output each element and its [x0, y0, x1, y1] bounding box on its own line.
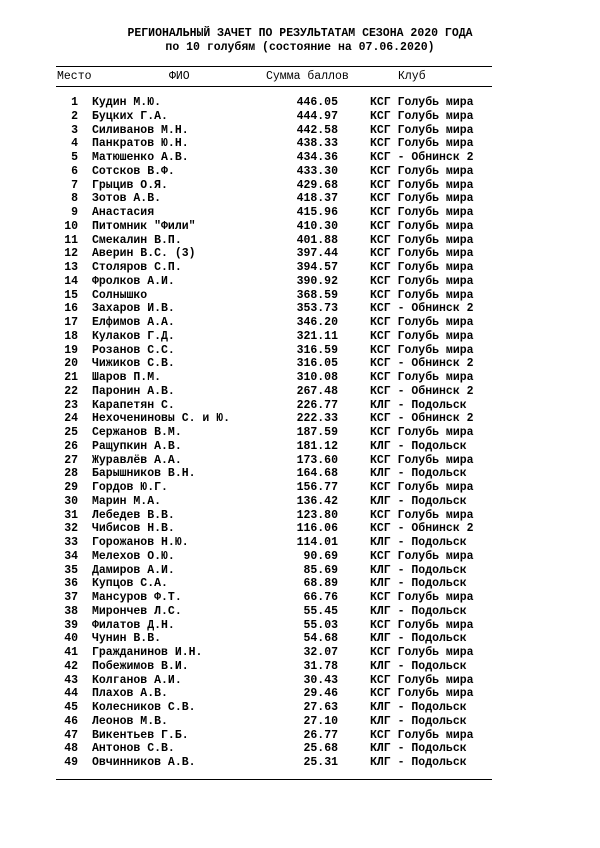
- table-row: [0, 646, 600, 660]
- row-place: 33: [64, 536, 78, 549]
- table-row: [0, 247, 600, 261]
- row-club: КСГ Голубь мира: [370, 137, 474, 151]
- row-sum: 30.43: [303, 673, 338, 687]
- row-club: КСГ Голубь мира: [370, 233, 474, 247]
- row-name: Викентьев Г.Б.: [92, 728, 189, 742]
- row-sum: 415.96: [296, 206, 338, 219]
- table-row: [0, 536, 600, 550]
- row-sum: 27.10: [303, 714, 338, 728]
- row-name: Зотов А.В.: [92, 192, 162, 206]
- row-place: 32: [64, 522, 78, 536]
- table-row: [0, 96, 600, 110]
- table-row: [0, 509, 600, 523]
- row-club: КСГ - Обнинск 2: [370, 412, 474, 426]
- row-sum: 66.76: [303, 591, 338, 604]
- row-place: 2: [71, 109, 78, 123]
- row-place: 29: [64, 481, 78, 494]
- table-row: [0, 137, 600, 151]
- row-club: КСГ Голубь мира: [370, 316, 474, 329]
- row-sum: 55.03: [303, 618, 338, 632]
- row-place: 1: [71, 96, 78, 109]
- row-name: Солнышко: [92, 288, 148, 302]
- row-club: КЛГ - Подольск: [370, 563, 467, 577]
- row-club: КСГ - Обнинск 2: [370, 151, 474, 164]
- row-place: 9: [71, 206, 78, 219]
- table-row: [0, 454, 600, 468]
- row-name: Панкратов Ю.Н.: [92, 137, 189, 151]
- row-place: 22: [64, 384, 78, 398]
- row-club: КЛГ - Подольск: [370, 742, 467, 756]
- row-place: 16: [64, 302, 78, 316]
- row-name: Матюшенко А.В.: [92, 151, 189, 164]
- table-row: [0, 495, 600, 509]
- row-name: Анастасия: [92, 206, 155, 219]
- row-sum: 54.68: [303, 632, 338, 646]
- table-header-rule: [56, 86, 492, 87]
- row-club: КСГ Голубь мира: [370, 96, 474, 109]
- row-place: 18: [64, 329, 78, 343]
- row-sum: 316.59: [296, 343, 338, 357]
- table-row: [0, 550, 600, 564]
- table-row: [0, 316, 600, 330]
- column-header-name: ФИО: [169, 70, 190, 83]
- table-row: [0, 674, 600, 688]
- row-sum: 187.59: [296, 426, 338, 439]
- row-sum: 114.01: [296, 536, 338, 549]
- document-subtitle: по 10 голубям (состояние на 07.06.2020): [165, 41, 435, 54]
- row-sum: 433.30: [296, 164, 338, 178]
- table-row: [0, 289, 600, 303]
- row-name: Ращупкин А.В.: [92, 439, 182, 453]
- row-place: 44: [64, 687, 78, 701]
- row-sum: 390.92: [296, 274, 338, 288]
- row-club: КСГ Голубь мира: [370, 192, 474, 206]
- row-name: Мансуров Ф.Т.: [92, 591, 182, 604]
- row-name: Сотсков В.Ф.: [92, 164, 175, 178]
- row-club: КСГ - Обнинск 2: [370, 357, 474, 371]
- row-club: КСГ Голубь мира: [370, 371, 474, 384]
- row-place: 20: [64, 357, 78, 371]
- table-row: [0, 165, 600, 179]
- row-club: КСГ Голубь мира: [370, 219, 474, 233]
- row-club: КЛГ - Подольск: [370, 577, 467, 591]
- row-place: 46: [64, 714, 78, 728]
- table-row: [0, 426, 600, 440]
- row-club: КСГ Голубь мира: [370, 728, 474, 742]
- row-place: 23: [64, 398, 78, 412]
- row-sum: 156.77: [296, 481, 338, 494]
- row-sum: 55.45: [303, 604, 338, 618]
- table-row: [0, 371, 600, 385]
- row-name: Елфимов А.А.: [92, 316, 175, 329]
- row-sum: 25.31: [303, 756, 338, 769]
- row-place: 35: [64, 563, 78, 577]
- row-place: 41: [64, 646, 78, 659]
- row-name: Филатов Д.Н.: [92, 618, 175, 632]
- row-club: КСГ Голубь мира: [370, 618, 474, 632]
- row-place: 34: [64, 549, 78, 563]
- row-sum: 222.33: [296, 412, 338, 426]
- row-name: Гражданинов И.Н.: [92, 646, 203, 659]
- table-row: [0, 110, 600, 124]
- row-place: 5: [71, 151, 78, 164]
- row-name: Чунин В.В.: [92, 632, 162, 646]
- row-place: 26: [64, 439, 78, 453]
- row-club: КСГ Голубь мира: [370, 247, 474, 261]
- row-name: Грыцив О.Я.: [92, 178, 168, 192]
- table-row: [0, 344, 600, 358]
- row-place: 43: [64, 673, 78, 687]
- row-place: 13: [64, 261, 78, 274]
- row-place: 45: [64, 701, 78, 714]
- row-club: КЛГ - Подольск: [370, 467, 467, 481]
- row-sum: 26.77: [303, 728, 338, 742]
- table-top-rule: [56, 66, 492, 67]
- table-row: [0, 715, 600, 729]
- row-club: КЛГ - Подольск: [370, 659, 467, 673]
- row-place: 37: [64, 591, 78, 604]
- row-club: КСГ Голубь мира: [370, 673, 474, 687]
- table-row: [0, 124, 600, 138]
- table-row: [0, 234, 600, 248]
- row-place: 49: [64, 756, 78, 769]
- row-sum: 173.60: [296, 453, 338, 467]
- row-place: 14: [64, 274, 78, 288]
- row-name: Колганов А.И.: [92, 673, 182, 687]
- row-name: Журавлёв А.А.: [92, 453, 182, 467]
- row-club: КЛГ - Подольск: [370, 701, 467, 714]
- row-sum: 394.57: [296, 261, 338, 274]
- table-row: [0, 440, 600, 454]
- row-name: Сержанов В.М.: [92, 426, 182, 439]
- row-club: КСГ - Обнинск 2: [370, 522, 474, 536]
- row-place: 36: [64, 577, 78, 591]
- row-name: Смекалин В.П.: [92, 233, 182, 247]
- row-sum: 444.97: [296, 109, 338, 123]
- row-club: КСГ Голубь мира: [370, 206, 474, 219]
- table-row: [0, 729, 600, 743]
- row-place: 27: [64, 453, 78, 467]
- row-sum: 446.05: [296, 96, 338, 109]
- row-club: КСГ Голубь мира: [370, 178, 474, 192]
- row-place: 42: [64, 659, 78, 673]
- row-club: КСГ Голубь мира: [370, 453, 474, 467]
- table-row: [0, 220, 600, 234]
- row-place: 31: [64, 508, 78, 522]
- row-place: 15: [64, 288, 78, 302]
- table-row: [0, 619, 600, 633]
- row-club: КЛГ - Подольск: [370, 632, 467, 646]
- row-sum: 116.06: [296, 522, 338, 536]
- row-place: 48: [64, 742, 78, 756]
- row-club: КЛГ - Подольск: [370, 604, 467, 618]
- table-row: [0, 385, 600, 399]
- row-name: Чижиков С.В.: [92, 357, 175, 371]
- row-name: Питомник "Фили": [92, 219, 196, 233]
- row-name: Горожанов Н.Ю.: [92, 536, 189, 549]
- row-name: Паронин А.В.: [92, 384, 175, 398]
- row-club: КЛГ - Подольск: [370, 714, 467, 728]
- column-header-club: Клуб: [398, 70, 426, 83]
- row-place: 3: [71, 123, 78, 137]
- row-place: 17: [64, 316, 78, 329]
- row-sum: 123.80: [296, 508, 338, 522]
- row-name: Леонов М.В.: [92, 714, 168, 728]
- row-place: 7: [71, 178, 78, 192]
- row-sum: 438.33: [296, 137, 338, 151]
- row-sum: 429.68: [296, 178, 338, 192]
- table-row: [0, 660, 600, 674]
- row-sum: 442.58: [296, 123, 338, 137]
- row-sum: 418.37: [296, 192, 338, 206]
- row-place: 28: [64, 467, 78, 481]
- table-row: [0, 151, 600, 165]
- row-club: КСГ Голубь мира: [370, 508, 474, 522]
- table-row: [0, 330, 600, 344]
- row-sum: 267.48: [296, 384, 338, 398]
- row-sum: 368.59: [296, 288, 338, 302]
- row-place: 24: [64, 412, 78, 426]
- table-row: [0, 577, 600, 591]
- row-club: КСГ Голубь мира: [370, 426, 474, 439]
- table-row: [0, 412, 600, 426]
- table-bottom-rule: [56, 779, 492, 780]
- row-club: КСГ Голубь мира: [370, 109, 474, 123]
- column-header-sum: Сумма баллов: [266, 70, 349, 83]
- row-name: Купцов С.А.: [92, 577, 168, 591]
- row-sum: 410.30: [296, 219, 338, 233]
- row-name: Силиванов М.Н.: [92, 123, 189, 137]
- table-row: [0, 591, 600, 605]
- row-place: 19: [64, 343, 78, 357]
- row-sum: 27.63: [303, 701, 338, 714]
- table-row: [0, 275, 600, 289]
- row-name: Колесников С.В.: [92, 701, 196, 714]
- row-name: Кудин М.Ю.: [92, 96, 162, 109]
- row-sum: 164.68: [296, 467, 338, 481]
- row-name: Гордов Ю.Г.: [92, 481, 168, 494]
- row-name: Аверин В.С. (3): [92, 247, 196, 261]
- row-sum: 85.69: [303, 563, 338, 577]
- table-row: [0, 357, 600, 371]
- table-row: [0, 261, 600, 275]
- column-header-place: Место: [57, 70, 92, 83]
- row-name: Мелехов О.Ю.: [92, 549, 175, 563]
- row-name: Марин М.А.: [92, 494, 162, 508]
- row-name: Овчинников А.В.: [92, 756, 196, 769]
- row-place: 21: [64, 371, 78, 384]
- table-row: [0, 399, 600, 413]
- row-club: КСГ Голубь мира: [370, 646, 474, 659]
- row-sum: 310.08: [296, 371, 338, 384]
- results-table-body: [0, 96, 600, 770]
- row-name: Плахов А.В.: [92, 687, 168, 701]
- row-club: КСГ Голубь мира: [370, 261, 474, 274]
- row-sum: 31.78: [303, 659, 338, 673]
- row-name: Побежимов В.И.: [92, 659, 189, 673]
- row-place: 39: [64, 618, 78, 632]
- row-club: КСГ Голубь мира: [370, 164, 474, 178]
- row-name: Дамиров А.И.: [92, 563, 175, 577]
- row-place: 12: [64, 247, 78, 261]
- row-club: КСГ - Обнинск 2: [370, 302, 474, 316]
- row-name: Кулаков Г.Д.: [92, 329, 175, 343]
- table-row: [0, 687, 600, 701]
- row-place: 38: [64, 604, 78, 618]
- row-sum: 346.20: [296, 316, 338, 329]
- row-name: Барышников В.Н.: [92, 467, 196, 481]
- table-row: [0, 632, 600, 646]
- row-club: КСГ Голубь мира: [370, 591, 474, 604]
- row-sum: 321.11: [296, 329, 338, 343]
- row-club: КСГ Голубь мира: [370, 274, 474, 288]
- row-name: Розанов С.С.: [92, 343, 175, 357]
- table-row: [0, 564, 600, 578]
- row-club: КЛГ - Подольск: [370, 494, 467, 508]
- table-row: [0, 206, 600, 220]
- row-name: Лебедев В.В.: [92, 508, 175, 522]
- table-row: [0, 481, 600, 495]
- row-place: 6: [71, 164, 78, 178]
- table-row: [0, 756, 600, 770]
- table-row: [0, 192, 600, 206]
- row-club: КСГ Голубь мира: [370, 123, 474, 137]
- row-sum: 401.88: [296, 233, 338, 247]
- row-club: КСГ Голубь мира: [370, 343, 474, 357]
- row-sum: 25.68: [303, 742, 338, 756]
- row-place: 40: [64, 632, 78, 646]
- row-place: 4: [71, 137, 78, 151]
- row-sum: 226.77: [296, 398, 338, 412]
- row-sum: 32.07: [303, 646, 338, 659]
- table-row: [0, 522, 600, 536]
- row-place: 10: [64, 219, 78, 233]
- row-club: КСГ Голубь мира: [370, 687, 474, 701]
- row-name: Антонов С.В.: [92, 742, 175, 756]
- row-place: 11: [64, 233, 78, 247]
- row-name: Захаров И.В.: [92, 302, 175, 316]
- row-place: 47: [64, 728, 78, 742]
- table-row: [0, 701, 600, 715]
- row-place: 30: [64, 494, 78, 508]
- row-sum: 68.89: [303, 577, 338, 591]
- row-name: Чибисов Н.В.: [92, 522, 175, 536]
- row-sum: 181.12: [296, 439, 338, 453]
- row-name: Мирончев Л.С.: [92, 604, 182, 618]
- row-sum: 90.69: [303, 549, 338, 563]
- row-name: Столяров С.П.: [92, 261, 182, 274]
- table-row: [0, 467, 600, 481]
- table-row: [0, 605, 600, 619]
- row-club: КЛГ - Подольск: [370, 756, 467, 769]
- table-row: [0, 179, 600, 193]
- row-sum: 353.73: [296, 302, 338, 316]
- row-sum: 136.42: [296, 494, 338, 508]
- row-club: КСГ Голубь мира: [370, 329, 474, 343]
- row-place: 8: [71, 192, 78, 206]
- row-club: КСГ Голубь мира: [370, 288, 474, 302]
- row-club: КЛГ - Подольск: [370, 439, 467, 453]
- row-name: Нехочениновы С. и Ю.: [92, 412, 231, 426]
- row-name: Карапетян С.: [92, 398, 175, 412]
- row-club: КСГ - Обнинск 2: [370, 384, 474, 398]
- row-club: КСГ Голубь мира: [370, 481, 474, 494]
- row-sum: 397.44: [296, 247, 338, 261]
- row-name: Буцких Г.А.: [92, 109, 168, 123]
- row-club: КЛГ - Подольск: [370, 398, 467, 412]
- row-sum: 434.36: [296, 151, 338, 164]
- document-title: РЕГИОНАЛЬНЫЙ ЗАЧЕТ ПО РЕЗУЛЬТАТАМ СЕЗОНА 2020 ГОДА: [127, 27, 473, 40]
- row-club: КЛГ - Подольск: [370, 536, 467, 549]
- row-sum: 29.46: [303, 687, 338, 701]
- table-row: [0, 742, 600, 756]
- row-club: КСГ Голубь мира: [370, 549, 474, 563]
- row-place: 25: [64, 426, 78, 439]
- row-name: Фролков А.И.: [92, 274, 175, 288]
- table-row: [0, 302, 600, 316]
- row-sum: 316.05: [296, 357, 338, 371]
- row-name: Шаров П.М.: [92, 371, 162, 384]
